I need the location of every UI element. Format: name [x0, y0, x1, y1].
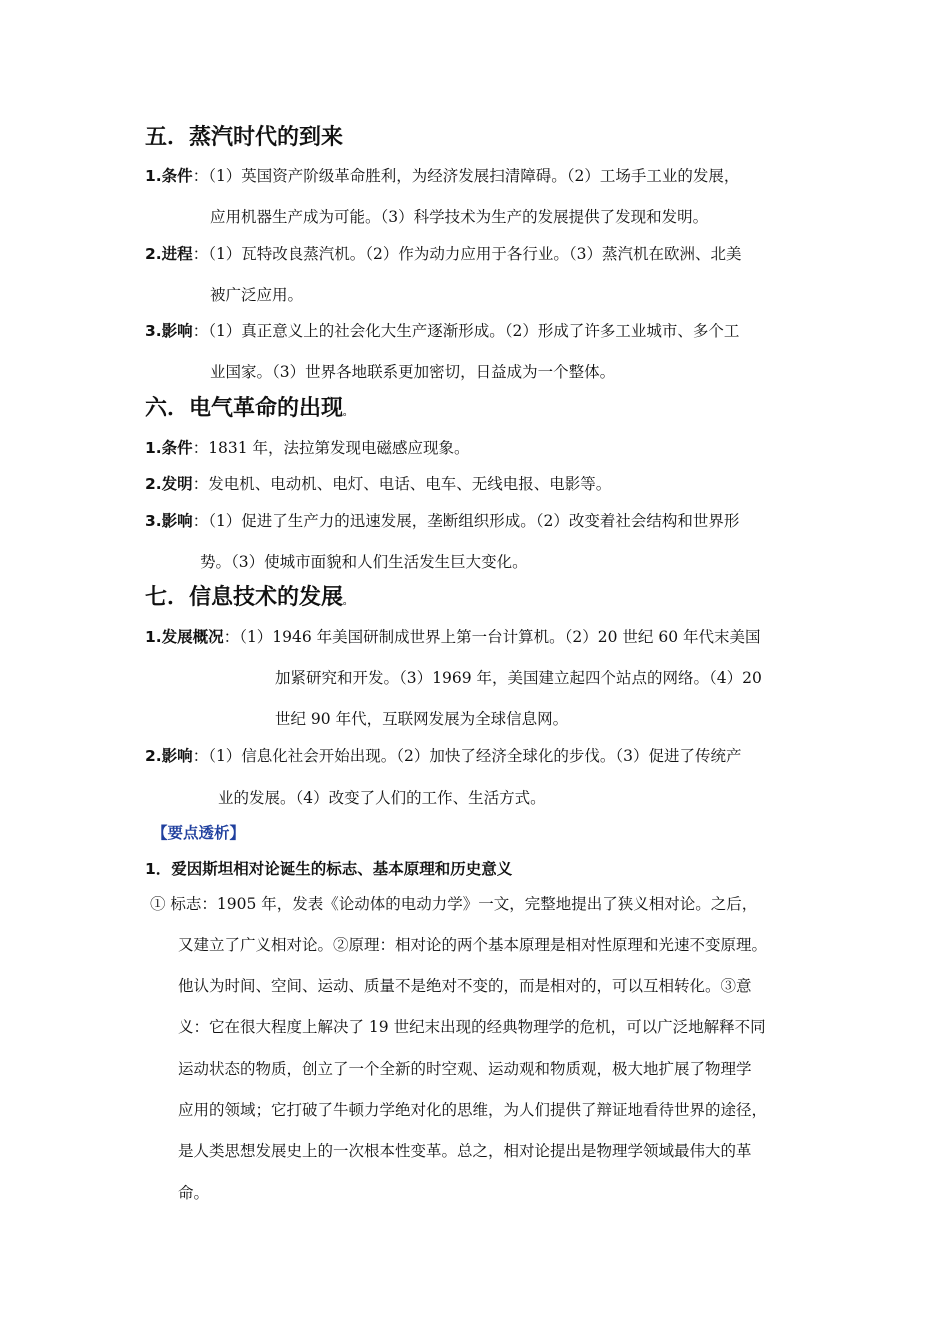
impact-label: 3.影响: [145, 512, 193, 530]
key-points-tag: 【要点透析】: [152, 824, 246, 842]
paragraph-mark: 。: [343, 597, 353, 607]
key-paragraph-line-5: 运动状态的物质，创立了一个全新的时空观、运动观和物质观，极大地扩展了物理学: [178, 1060, 752, 1078]
impact-text-1: ：（1）促进了生产力的迅速发展，垄断组织形成。（2）改变着社会结构和世界形: [192, 512, 740, 530]
process-line-1: [145, 243, 742, 265]
development-line-1: [145, 626, 761, 648]
section-heading-text: 六．电气革命的出现: [145, 396, 344, 421]
process-text-1: ：（1）瓦特改良蒸汽机。（2）作为动力应用于各行业。（3）蒸汽机在欧洲、北美: [192, 245, 742, 263]
impact-text-1: ：（1）真正意义上的社会化大生产逐渐形成。（2）形成了许多工业城市、多个工: [192, 322, 740, 340]
impact-line-1: [145, 745, 742, 767]
impact-line-1: [145, 510, 739, 532]
process-label: 2.进程: [145, 245, 193, 263]
impact-line-1: [145, 320, 739, 342]
conditions-text: ：1831 年，法拉第发现电磁感应现象。: [192, 439, 470, 457]
impact-text-1: ：（1）信息化社会开始出现。（2）加快了经济全球化的步伐。（3）促进了传统产: [192, 747, 742, 765]
conditions-text-1: ：（1）英国资产阶级革命胜利，为经济发展扫清障碍。（2）工场手工业的发展，: [192, 167, 740, 185]
section-heading-text: 七．信息技术的发展: [145, 585, 344, 610]
key-point-title: 1．爱因斯坦相对论诞生的标志、基本原理和历史意义: [145, 860, 513, 878]
process-line-2: 被广泛应用。: [210, 286, 304, 304]
impact-label: 2.影响: [145, 747, 193, 765]
conditions-line-2: 应用机器生产成为可能。（3）科学技术为生产的发展提供了发现和发明。: [210, 208, 709, 226]
section-heading-electric-revolution: [145, 395, 352, 427]
conditions-line: [145, 437, 470, 459]
key-paragraph-line-1: ① 标志：1905 年，发表《论动体的电动力学》一文，完整地提出了狭义相对论。之后，: [150, 895, 758, 913]
development-line-2: 加紧研究和开发。（3）1969 年，美国建立起四个站点的网络。（4）20: [275, 669, 762, 687]
key-paragraph-line-6: 应用的领域；它打破了牛顿力学绝对化的思维，为人们提供了辩证地看待世界的途径，: [178, 1101, 768, 1119]
conditions-label: 1.条件: [145, 439, 193, 457]
key-paragraph-line-8: 命。: [178, 1184, 210, 1202]
development-text-1: ：（1）1946 年美国研制成世界上第一台计算机。（2）20 世纪 60 年代末美国: [223, 628, 761, 646]
conditions-line-1: [145, 165, 739, 187]
paragraph-mark: 。: [343, 408, 353, 418]
key-paragraph-line-7: 是人类思想发展史上的一次根本性变革。总之，相对论提出是物理学领域最伟大的革: [178, 1142, 752, 1160]
impact-line-2: 业的发展。（4）改变了人们的工作、生活方式。: [218, 789, 546, 807]
inventions-text: ：发电机、电动机、电灯、电话、电车、无线电报、电影等。: [192, 475, 612, 493]
impact-label: 3.影响: [145, 322, 193, 340]
key-paragraph-line-2: 又建立了广义相对论。②原理：相对论的两个基本原理是相对性原理和光速不变原理。: [178, 936, 768, 954]
inventions-line: [145, 473, 611, 495]
key-paragraph-line-4: 义：它在很大程度上解决了 19 世纪末出现的经典物理学的危机，可以广泛地解释不同: [178, 1018, 766, 1036]
conditions-label: 1.条件: [145, 167, 193, 185]
impact-line-2: 业国家。（3）世界各地联系更加密切，日益成为一个整体。: [210, 363, 616, 381]
section-heading-info-tech: [145, 584, 352, 616]
key-paragraph-line-3: 他认为时间、空间、运动、质量不是绝对不变的，而是相对的，可以互相转化。③意: [178, 977, 752, 995]
impact-line-2: 势。（3）使城市面貌和人们生活发生巨大变化。: [200, 553, 528, 571]
development-label: 1.发展概况: [145, 628, 224, 646]
section-heading-steam-age: 五．蒸汽时代的到来: [145, 125, 344, 150]
development-line-3: 世纪 90 年代，互联网发展为全球信息网。: [275, 710, 569, 728]
inventions-label: 2.发明: [145, 475, 193, 493]
